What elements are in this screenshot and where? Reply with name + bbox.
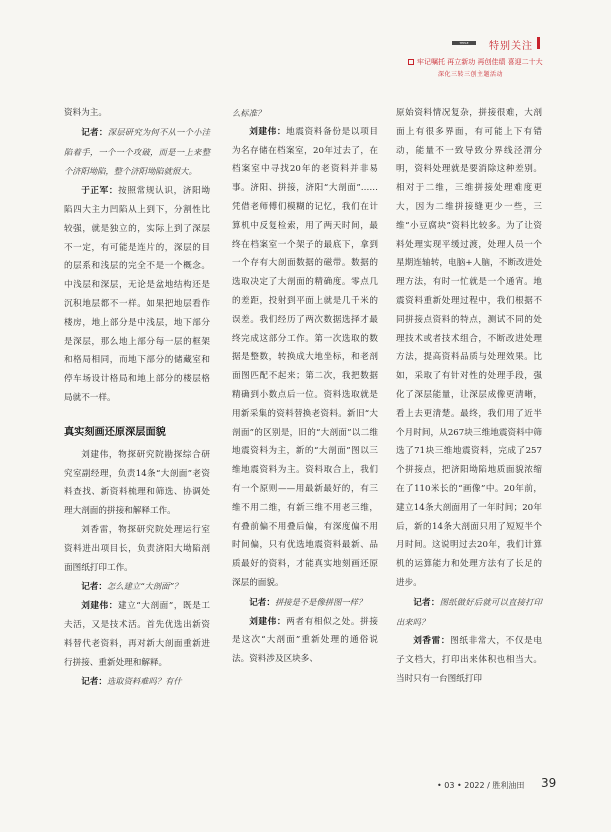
paragraph: 刘香雷，物探研究院处理运行室资料进出项目长，负责济阳大坳陷剖面图纸打印工作。 xyxy=(64,524,210,573)
header-subtitle-1-text: 牢记嘱托 再立新功 再创佳绩 喜迎二十大 xyxy=(417,58,543,66)
paragraph xyxy=(64,672,210,692)
paragraph xyxy=(396,632,542,688)
paragraph: 么标准？ xyxy=(232,108,266,118)
answer-text: 地震资料备份是以项目为名存储在档案室，20年过去了，在档案室中寻找20年的老资料并非易事。济阳、拼接，济阳“大剖面”……凭借老师傅们模糊的记忆，我们在计算机中反复检索，用了两天时间，最终在档案室一个架子的最底下，拿到一个存有大剖面数据的磁带。数据的选取决定了大剖面的精确度。零点几的差距，投射到平面上就是几千米的误差。我们经历了两次数据选择才最终完成这部分工作。第一次选取的数据是整数，转换成大地坐标，和老剖面图匹配不起来；第二次，我把数据精确到小数点后一位。资料选取就是用新采集的资料替换老资料。新旧“大剖面”的区别是，旧的“大剖面”以二维地震资料为主，新的“大剖面”图以三维地震资料为主。资料取合上，我们有一个原则——用最新最好的，有三维不用二维，有新三维不用老三维，有叠前偏不用叠后偏，有深度偏不用时间偏，只有优选地震资料最新、品质最好的资料，才能真实地刻画还原深层的面貌。 xyxy=(232,126,378,588)
answer-text: 图纸非常大，不仅是电子文档大，打印出来体积也相当大。当时只有一台图纸打印 xyxy=(396,636,542,684)
answer-text: 两者有相似之处。拼接是这次“大剖面”重新处理的通俗说法。资料涉及区块多、 xyxy=(232,616,378,665)
paragraph xyxy=(64,123,210,182)
paragraph: 原始资料情况复杂，拼接很难，大剖面上有很多界面，有可能上下有错动，能量不一致导致分界线泾渭分明，资料处理就是要消除这种差别。相对于二维，三维拼接处理难度更大，因为二维拼接缝更少一些，三维“小豆腐块”资料比较多。为了让资料处理实现平缓过渡，处理人员一个星期连轴转，电脑+人脑，不断改进处理方法，有时一忙就是一个通宵。地震资料重新处理过程中，我们根据不同拼接点资料的特点，测试不同的处理技术或者技术组合，不断改进处理方法，提高资料品质与处理效果。比如，采取了有针对性的处理手段，强化了深层能量，让深层成像更清晰，看上去更清楚。最终，我们用了近半个月时间，从267块三维地震资料中筛选了71块三维地震资料，完成了257个拼接点，把济阳坳陷地质面貌浓缩在了110米长的“画像”中。20年前，建立14条大剖面用了一年时间；20年后，新的14条大剖面只用了短短半个月时间。这说明过去20年，我们计算机的运算能力和处理方法有了长足的进步。 xyxy=(396,108,542,588)
paragraph xyxy=(232,613,378,669)
header-tag: TEPLE SULAVERY xyxy=(452,41,476,45)
speaker: 记者： xyxy=(81,127,108,138)
speaker: 刘香雷： xyxy=(413,636,451,647)
paragraph xyxy=(64,577,210,597)
paragraph xyxy=(64,182,210,408)
question-text: 图纸做好后就可以直接打印出来吗？ xyxy=(396,596,542,627)
speaker: 刘建伟： xyxy=(81,601,118,612)
question-text: 选取资料难吗？有什 xyxy=(106,676,182,687)
subheading: 真实刻画还原深层面貌 xyxy=(64,425,166,438)
page-number: 39 xyxy=(541,776,557,790)
issue-label: • 03 • 2022 / 胜利油田 xyxy=(437,781,525,790)
speaker: 于正军： xyxy=(81,186,119,197)
speaker: 记者： xyxy=(81,582,107,593)
paragraph: 刘建伟，物探研究院勘探综合研究室副经理，负责14条“大剖面”老资料查找、新资料梳理和筛选、协调处理大剖面的拼接和解释工作。 xyxy=(64,449,210,517)
question-text: 怎么建立“大剖面”？ xyxy=(106,581,182,592)
answer-text: 按照常规认识，济阳坳陷四大主力凹陷从上到下，分割性比较强，就是独立的，实际上到了深层不一定，有可能是连片的，深层的目的层系和浅层的完全不是一个概念。中浅层和深层，无论是盆地结构还是沉积地层都不一样。如果把地层看作楼房，地上部分是中浅层，地下部分是深层，那么地上部分每一层的框架和格局相同，而地下部分的储藏室和停车场设计格局和地上部分的楼层格局就不一样。 xyxy=(64,186,210,403)
paragraph: 资料为主。 xyxy=(64,108,107,118)
paragraph xyxy=(232,123,378,593)
answer-text: 建立“大剖面”，既是工夫活，又是技术活。首先优选出新资料替代老资料，再对新大剖面重新进行拼接、重新处理和解释。 xyxy=(64,601,210,668)
text-column-1 xyxy=(64,104,210,692)
paragraph xyxy=(232,593,378,613)
text-column-3 xyxy=(396,104,542,689)
speaker: 刘建伟： xyxy=(249,616,287,627)
paragraph xyxy=(64,597,210,672)
text-column-2 xyxy=(232,104,378,669)
header-accent-bar xyxy=(537,37,540,49)
question-text: 拼接是不是像拼图一样？ xyxy=(274,596,367,607)
paragraph xyxy=(396,593,542,633)
checkbox-icon xyxy=(408,59,414,65)
question-text: 深层研究为何不从一个小洼陷着手，一个一个攻破，而是一上来整个济阳坳陷，整个济阳坳陷就很大。 xyxy=(64,126,210,177)
section-title: 特别关注 xyxy=(489,41,533,52)
header-subtitle-2: 深化三转三创主题活动 xyxy=(438,71,504,78)
speaker: 记者： xyxy=(413,597,440,608)
speaker: 记者： xyxy=(81,677,107,688)
header-subtitle-1 xyxy=(408,57,543,67)
speaker: 记者： xyxy=(249,597,275,608)
speaker: 刘建伟： xyxy=(249,126,287,137)
